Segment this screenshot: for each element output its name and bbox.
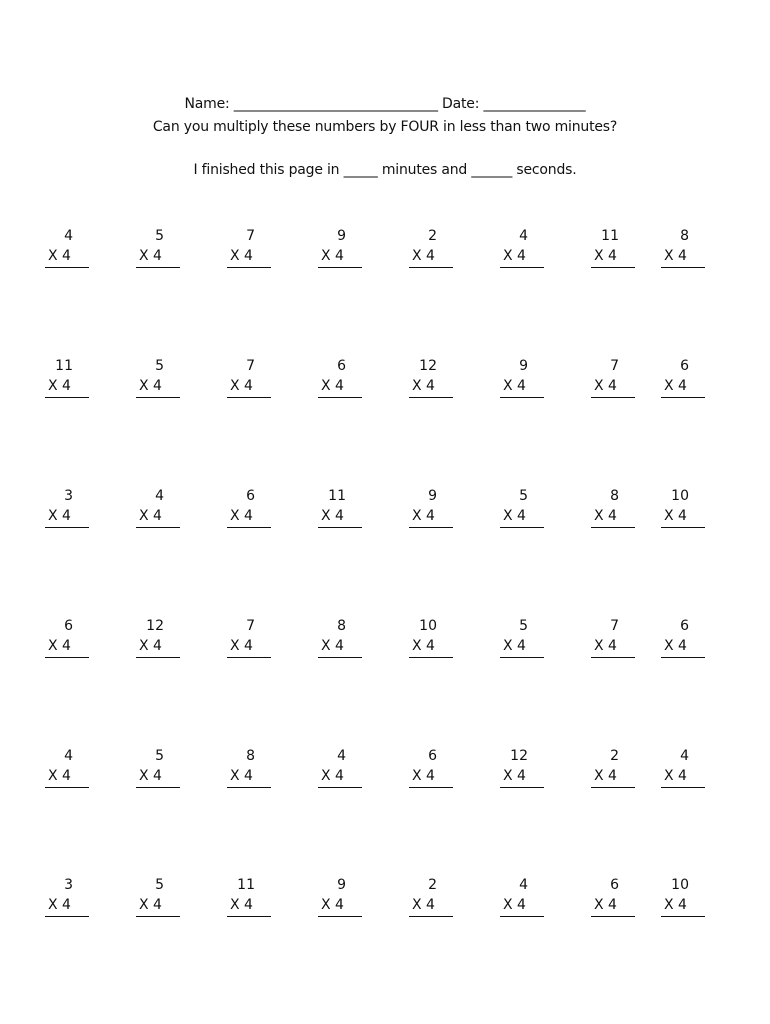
multiplicand: 2	[428, 228, 437, 244]
multiplication-problem	[45, 356, 89, 398]
multiplicand: 12	[510, 748, 528, 764]
multiplicand: 10	[671, 877, 689, 893]
multiplication-problem	[591, 486, 635, 528]
multiplier: X 4	[136, 766, 180, 788]
multiplication-problem	[591, 226, 635, 268]
multiplication-problem	[227, 356, 271, 398]
multiplier: X 4	[45, 766, 89, 788]
multiplicand: 11	[328, 488, 346, 504]
multiplicand: 9	[519, 358, 528, 374]
multiplier: X 4	[45, 376, 89, 398]
multiplicand: 9	[428, 488, 437, 504]
multiplier: X 4	[591, 766, 635, 788]
problem-row	[0, 486, 770, 546]
multiplication-problem	[409, 875, 453, 917]
multiplier: X 4	[136, 506, 180, 528]
name-date-line: Name: ______________________________ Date: _______________	[184, 96, 586, 112]
multiplicand: 2	[610, 748, 619, 764]
multiplication-problem	[661, 486, 705, 528]
multiplier: X 4	[591, 246, 635, 268]
multiplicand: 4	[680, 748, 689, 764]
multiplier: X 4	[227, 766, 271, 788]
multiplication-problem	[318, 746, 362, 788]
multiplier: X 4	[661, 506, 705, 528]
multiplicand: 4	[64, 748, 73, 764]
multiplication-problem	[500, 875, 544, 917]
multiplier: X 4	[661, 246, 705, 268]
multiplier: X 4	[409, 636, 453, 658]
multiplier: X 4	[318, 506, 362, 528]
multiplicand: 10	[419, 618, 437, 634]
multiplication-problem	[591, 875, 635, 917]
multiplier: X 4	[500, 376, 544, 398]
multiplier: X 4	[409, 895, 453, 917]
multiplication-problem	[136, 746, 180, 788]
multiplication-problem	[409, 356, 453, 398]
multiplier: X 4	[318, 376, 362, 398]
multiplication-problem	[318, 486, 362, 528]
multiplicand: 5	[519, 488, 528, 504]
multiplication-problem	[45, 486, 89, 528]
multiplication-problem	[136, 356, 180, 398]
multiplier: X 4	[227, 895, 271, 917]
multiplier: X 4	[318, 636, 362, 658]
multiplication-problem	[500, 746, 544, 788]
multiplier: X 4	[409, 246, 453, 268]
multiplicand: 7	[610, 358, 619, 374]
multiplier: X 4	[591, 895, 635, 917]
multiplicand: 4	[337, 748, 346, 764]
multiplication-problem	[661, 356, 705, 398]
multiplier: X 4	[661, 636, 705, 658]
multiplier: X 4	[318, 766, 362, 788]
multiplication-problem	[136, 486, 180, 528]
multiplier: X 4	[45, 506, 89, 528]
multiplicand: 6	[610, 877, 619, 893]
problem-row	[0, 746, 770, 806]
multiplicand: 7	[246, 618, 255, 634]
multiplicand: 9	[337, 877, 346, 893]
multiplicand: 5	[155, 748, 164, 764]
multiplication-problem	[500, 226, 544, 268]
multiplicand: 7	[246, 228, 255, 244]
multiplication-problem	[318, 356, 362, 398]
multiplicand: 7	[246, 358, 255, 374]
multiplicand: 6	[680, 358, 689, 374]
multiplication-problem	[500, 486, 544, 528]
multiplication-problem	[591, 616, 635, 658]
multiplier: X 4	[227, 506, 271, 528]
multiplier: X 4	[227, 376, 271, 398]
multiplication-problem	[661, 746, 705, 788]
multiplication-problem	[227, 616, 271, 658]
multiplication-problem	[318, 226, 362, 268]
multiplicand: 5	[155, 228, 164, 244]
multiplication-problem	[136, 875, 180, 917]
multiplication-problem	[45, 875, 89, 917]
multiplier: X 4	[500, 506, 544, 528]
multiplication-problem	[591, 356, 635, 398]
multiplicand: 5	[519, 618, 528, 634]
multiplicand: 11	[237, 877, 255, 893]
multiplicand: 8	[337, 618, 346, 634]
multiplicand: 11	[601, 228, 619, 244]
multiplication-problem	[409, 746, 453, 788]
multiplication-problem	[500, 616, 544, 658]
multiplier: X 4	[661, 376, 705, 398]
instructions: Can you multiply these numbers by FOUR in less than two minutes?	[152, 119, 618, 135]
multiplication-problem	[409, 616, 453, 658]
multiplier: X 4	[136, 246, 180, 268]
multiplicand: 3	[64, 488, 73, 504]
multiplicand: 5	[155, 877, 164, 893]
multiplier: X 4	[591, 506, 635, 528]
problem-row	[0, 616, 770, 676]
multiplier: X 4	[500, 766, 544, 788]
multiplicand: 6	[64, 618, 73, 634]
multiplication-problem	[661, 616, 705, 658]
multiplication-problem	[409, 226, 453, 268]
multiplication-problem	[45, 746, 89, 788]
problem-row	[0, 875, 770, 935]
multiplication-problem	[318, 875, 362, 917]
multiplicand: 5	[155, 358, 164, 374]
multiplication-problem	[136, 616, 180, 658]
multiplier: X 4	[45, 895, 89, 917]
multiplier: X 4	[409, 766, 453, 788]
multiplication-problem	[227, 746, 271, 788]
multiplication-problem	[661, 875, 705, 917]
multiplier: X 4	[661, 895, 705, 917]
multiplication-problem	[318, 616, 362, 658]
multiplicand: 10	[671, 488, 689, 504]
multiplier: X 4	[591, 376, 635, 398]
multiplicand: 4	[155, 488, 164, 504]
multiplicand: 7	[610, 618, 619, 634]
multiplier: X 4	[591, 636, 635, 658]
multiplicand: 8	[680, 228, 689, 244]
multiplier: X 4	[318, 246, 362, 268]
multiplicand: 3	[64, 877, 73, 893]
multiplicand: 8	[610, 488, 619, 504]
problem-row	[0, 356, 770, 416]
multiplier: X 4	[136, 376, 180, 398]
multiplier: X 4	[45, 636, 89, 658]
multiplicand: 11	[55, 358, 73, 374]
multiplier: X 4	[409, 506, 453, 528]
multiplication-problem	[45, 616, 89, 658]
multiplicand: 6	[337, 358, 346, 374]
multiplication-problem	[136, 226, 180, 268]
finish-time-line: I finished this page in _____ minutes and ______ seconds.	[193, 162, 577, 178]
multiplication-problem	[45, 226, 89, 268]
multiplicand: 12	[146, 618, 164, 634]
multiplicand: 6	[246, 488, 255, 504]
multiplication-problem	[591, 746, 635, 788]
multiplier: X 4	[661, 766, 705, 788]
multiplier: X 4	[136, 895, 180, 917]
multiplication-problem	[500, 356, 544, 398]
multiplicand: 4	[519, 877, 528, 893]
multiplication-problem	[227, 875, 271, 917]
problem-row	[0, 226, 770, 286]
multiplication-problem	[409, 486, 453, 528]
multiplier: X 4	[227, 636, 271, 658]
multiplier: X 4	[227, 246, 271, 268]
multiplicand: 4	[64, 228, 73, 244]
multiplicand: 8	[246, 748, 255, 764]
multiplier: X 4	[500, 636, 544, 658]
multiplier: X 4	[500, 895, 544, 917]
multiplier: X 4	[409, 376, 453, 398]
multiplier: X 4	[45, 246, 89, 268]
multiplicand: 4	[519, 228, 528, 244]
multiplier: X 4	[500, 246, 544, 268]
multiplicand: 2	[428, 877, 437, 893]
multiplicand: 9	[337, 228, 346, 244]
multiplicand: 12	[419, 358, 437, 374]
multiplier: X 4	[318, 895, 362, 917]
multiplication-problem	[227, 226, 271, 268]
multiplicand: 6	[680, 618, 689, 634]
multiplication-problem	[227, 486, 271, 528]
multiplication-problem	[661, 226, 705, 268]
multiplicand: 6	[428, 748, 437, 764]
multiplier: X 4	[136, 636, 180, 658]
